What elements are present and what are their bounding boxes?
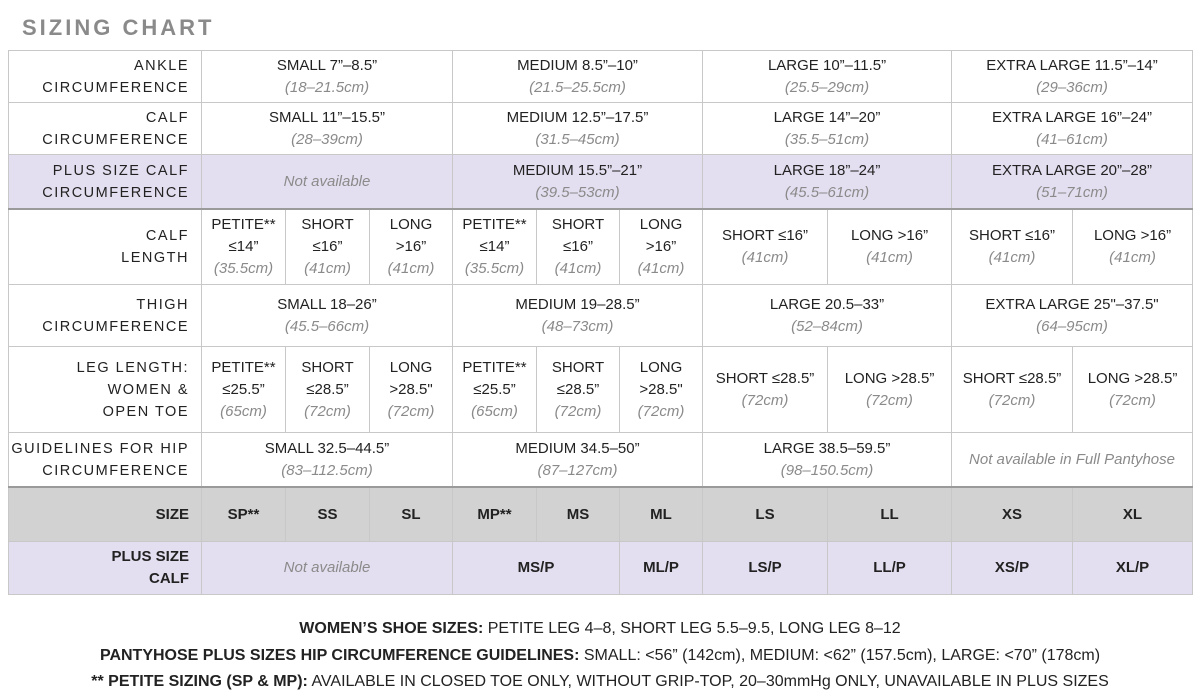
- row-label: CALF LENGTH: [9, 209, 202, 285]
- length-cell: LONG >28.5" (72cm): [620, 347, 703, 433]
- plus-hip-guidelines-note: PANTYHOSE PLUS SIZES HIP CIRCUMFERENCE GUIDELINES: SMALL: <56” (142cm), MEDIUM: <62” (157.5cm), LARGE: <70” (178cm): [99, 647, 1101, 664]
- length-cell: LONG >16” (41cm): [620, 209, 703, 285]
- row-label: ANKLE CIRCUMFERENCE: [9, 51, 202, 103]
- size-cell: MEDIUM 8.5”–10” (21.5–25.5cm): [453, 51, 703, 103]
- size-cell: LARGE 14”–20” (35.5–51cm): [703, 103, 952, 155]
- leg-length-row: [9, 347, 1193, 433]
- row-label: SIZE: [9, 487, 202, 542]
- size-code: MP**: [453, 487, 537, 542]
- plus-calf-row: [9, 155, 1193, 210]
- not-available-cell: Not available: [202, 542, 453, 595]
- size-code: LL/P: [828, 542, 952, 595]
- length-cell: PETITE** ≤14” (35.5cm): [453, 209, 537, 285]
- size-cell: SMALL 7”–8.5” (18–21.5cm): [202, 51, 453, 103]
- size-code: SS: [286, 487, 370, 542]
- size-cell: LARGE 18”–24” (45.5–61cm): [703, 155, 952, 210]
- row-label: PLUS SIZE CALF: [9, 542, 202, 595]
- calf-row: [9, 103, 1193, 155]
- length-cell: PETITE** ≤25.5” (65cm): [202, 347, 286, 433]
- length-cell: LONG >28.5" (72cm): [370, 347, 453, 433]
- row-label: PLUS SIZE CALF CIRCUMFERENCE: [9, 155, 202, 210]
- length-cell: SHORT ≤16” (41cm): [952, 209, 1073, 285]
- length-cell: SHORT ≤28.5” (72cm): [703, 347, 828, 433]
- size-cell: MEDIUM 19–28.5” (48–73cm): [453, 285, 703, 347]
- row-label: THIGH CIRCUMFERENCE: [9, 285, 202, 347]
- size-cell: LARGE 10”–11.5” (25.5–29cm): [703, 51, 952, 103]
- shoe-sizes-note: WOMEN’S SHOE SIZES: PETITE LEG 4–8, SHORT LEG 5.5–9.5, LONG LEG 8–12: [299, 620, 901, 637]
- not-available-cell: Not available in Full Pantyhose: [952, 433, 1193, 488]
- size-cell: LARGE 20.5–33” (52–84cm): [703, 285, 952, 347]
- size-code: LS/P: [703, 542, 828, 595]
- length-cell: SHORT ≤16” (41cm): [537, 209, 620, 285]
- size-cell: EXTRA LARGE 20”–28” (51–71cm): [952, 155, 1193, 210]
- size-cell: LARGE 38.5–59.5” (98–150.5cm): [703, 433, 952, 488]
- length-cell: SHORT ≤16” (41cm): [286, 209, 370, 285]
- size-cell: MEDIUM 34.5–50” (87–127cm): [453, 433, 703, 488]
- thigh-row: [9, 285, 1193, 347]
- length-cell: LONG >16” (41cm): [828, 209, 952, 285]
- size-code: SL: [370, 487, 453, 542]
- ankle-row: [9, 51, 1193, 103]
- size-code: ML/P: [620, 542, 703, 595]
- length-cell: SHORT ≤16” (41cm): [703, 209, 828, 285]
- size-cell: EXTRA LARGE 25"–37.5" (64–95cm): [952, 285, 1193, 347]
- size-code: XS/P: [952, 542, 1073, 595]
- length-cell: LONG >28.5” (72cm): [828, 347, 952, 433]
- page-title: SIZING CHART: [22, 15, 215, 40]
- size-cell: SMALL 11”–15.5” (28–39cm): [202, 103, 453, 155]
- length-cell: SHORT ≤28.5” (72cm): [286, 347, 370, 433]
- size-code: XS: [952, 487, 1073, 542]
- row-label: LEG LENGTH: WOMEN & OPEN TOE: [9, 347, 202, 433]
- length-cell: LONG >28.5” (72cm): [1073, 347, 1193, 433]
- size-code: XL/P: [1073, 542, 1193, 595]
- size-cell: MEDIUM 12.5”–17.5” (31.5–45cm): [453, 103, 703, 155]
- petite-sizing-note: ** PETITE SIZING (SP & MP): AVAILABLE IN CLOSED TOE ONLY, WITHOUT GRIP-TOP, 20–30mmHg ONLY, UNAVAILABLE IN PLUS SIZES: [91, 673, 1109, 690]
- not-available-cell: Not available: [202, 155, 453, 210]
- calf-length-row: [9, 209, 1193, 285]
- length-cell: LONG >16” (41cm): [370, 209, 453, 285]
- size-code: SP**: [202, 487, 286, 542]
- size-cell: SMALL 18–26” (45.5–66cm): [202, 285, 453, 347]
- size-code: LL: [828, 487, 952, 542]
- row-label: GUIDELINES FOR HIP CIRCUMFERENCE: [9, 433, 202, 488]
- size-cell: SMALL 32.5–44.5” (83–112.5cm): [202, 433, 453, 488]
- size-code: XL: [1073, 487, 1193, 542]
- size-code: ML: [620, 487, 703, 542]
- length-cell: PETITE** ≤14” (35.5cm): [202, 209, 286, 285]
- length-cell: SHORT ≤28.5” (72cm): [952, 347, 1073, 433]
- size-code-row: [9, 487, 1193, 542]
- length-cell: PETITE** ≤25.5” (65cm): [453, 347, 537, 433]
- size-code: LS: [703, 487, 828, 542]
- length-cell: LONG >16” (41cm): [1073, 209, 1193, 285]
- hip-row: [9, 433, 1193, 488]
- size-cell: EXTRA LARGE 11.5”–14” (29–36cm): [952, 51, 1193, 103]
- size-code: MS: [537, 487, 620, 542]
- size-cell: MEDIUM 15.5”–21” (39.5–53cm): [453, 155, 703, 210]
- row-label: CALF CIRCUMFERENCE: [9, 103, 202, 155]
- length-cell: SHORT ≤28.5” (72cm): [537, 347, 620, 433]
- size-code: MS/P: [453, 542, 620, 595]
- sizing-chart-table: [8, 50, 1193, 595]
- size-cell: EXTRA LARGE 16”–24” (41–61cm): [952, 103, 1193, 155]
- plus-size-code-row: [9, 542, 1193, 595]
